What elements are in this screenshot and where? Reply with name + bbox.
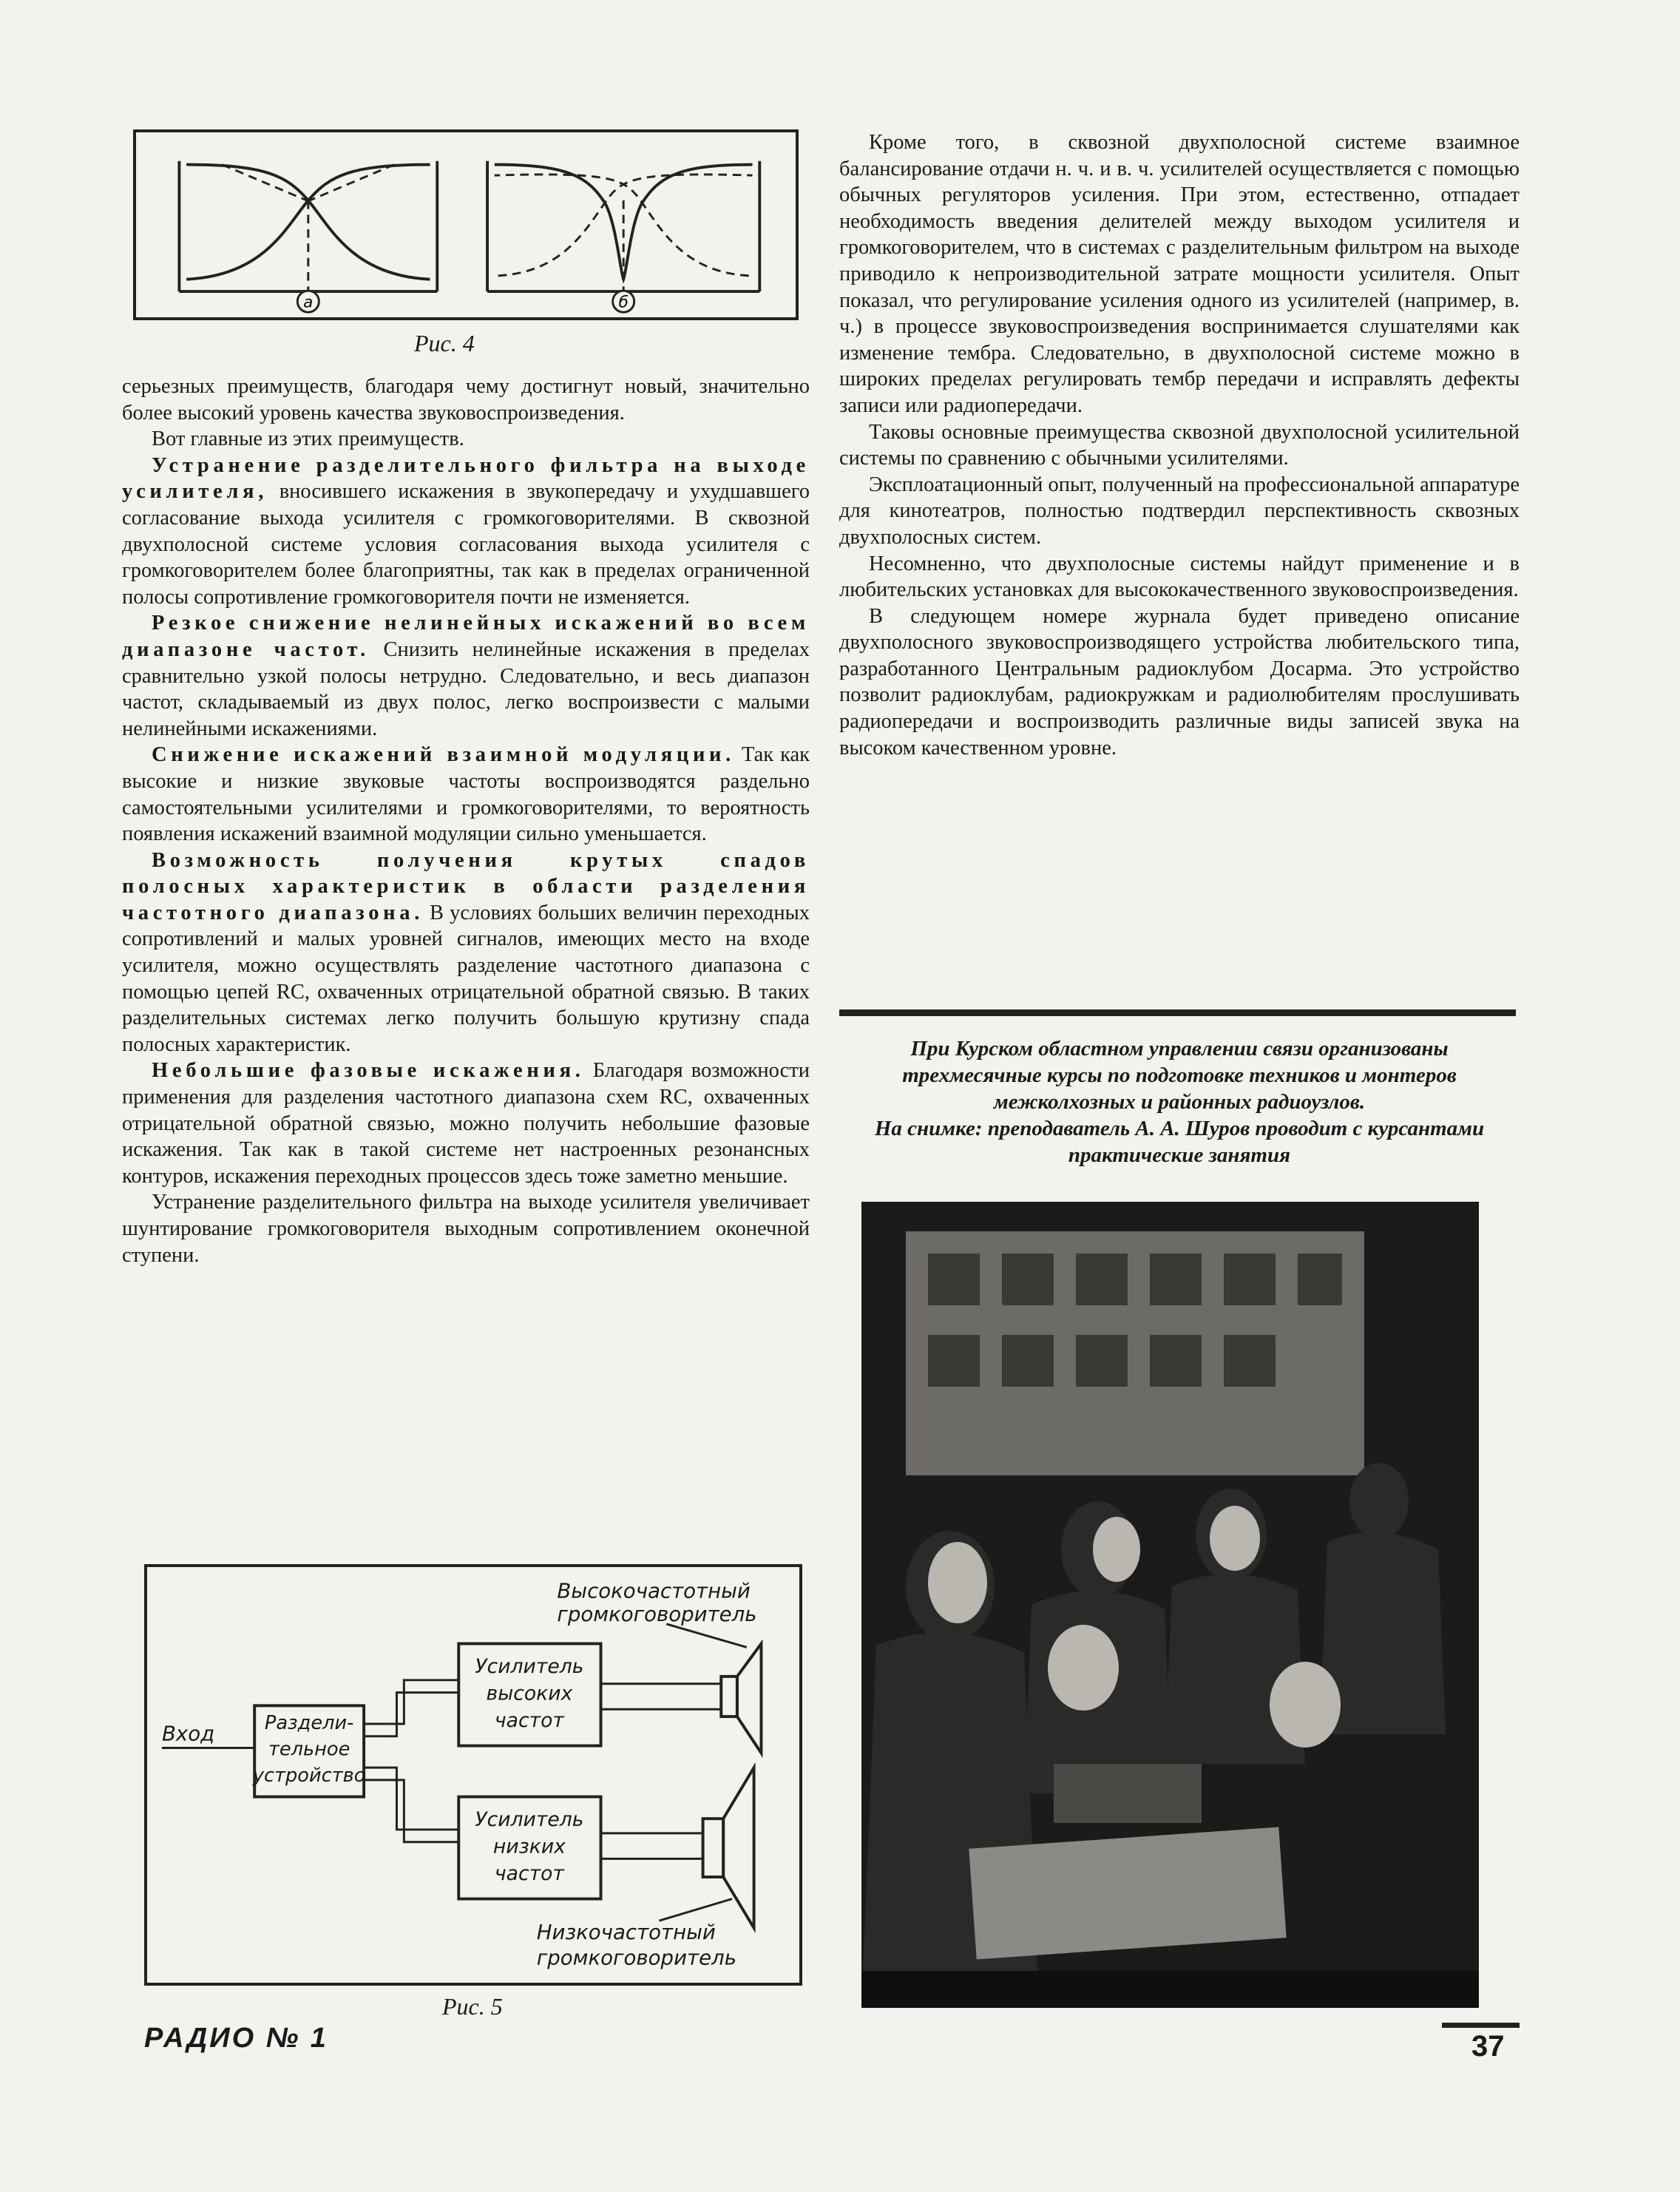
- paragraph: Вот главные из этих преимуществ.: [152, 427, 464, 451]
- paragraph: Небольшие фазовые искажения. Благодаря возможности применения для разделения частотного диапазона схем RC, охваченных отрицательной обратной связью, можно получить небольшие фазовые искажения. Так как в такой системе нет настроенных резонансных контуров, искажения переходных процессов здесь тоже заметно меньшие.: [122, 1059, 810, 1188]
- hf-amplifier-label: Усилитель: [475, 1654, 584, 1678]
- figure-4-caption: Рис. 4: [414, 330, 475, 356]
- label-a: а: [303, 293, 314, 312]
- paragraph: Несомненно, что двухполосные системы найдут применение и в любительских установках для высококачественного звуковоспроизведения.: [839, 552, 1520, 602]
- figure-5-caption: Рис. 5: [442, 1993, 503, 2020]
- figure-5: [144, 1564, 802, 1986]
- figure-4: [133, 129, 799, 320]
- photo-caption-text: При Курском областном управлении связи организованы трехмесячные курсы по подготовке техников и монтеров межколхозных и районных радиоузлов.: [902, 1037, 1457, 1114]
- lf-amplifier-label: частот: [494, 1861, 564, 1885]
- footer-rule: [1442, 2023, 1520, 2028]
- photo-image: [861, 1202, 1479, 2008]
- crossover-curves-diagram: [136, 132, 796, 317]
- photo-caption: [843, 1035, 1516, 1168]
- lf-speaker-label: громкоговоритель: [536, 1945, 736, 1970]
- hf-amplifier-label: высоких: [486, 1682, 573, 1705]
- right-column: [839, 129, 1520, 761]
- paragraph: Эксплоатационный опыт, полученный на профессиональной аппаратуре для кинотеатров, полностью подтвердил перспективность сквозных двухполосных систем.: [839, 473, 1520, 549]
- photo-caption-text: На снимке: преподаватель А. А. Шуров проводит с курсантами практические занятия: [874, 1117, 1485, 1167]
- advantage-heading: Небольшие фазовые искажения.: [152, 1059, 585, 1083]
- lf-speaker-label: Низкочастотный: [536, 1919, 716, 1944]
- page-number: 37: [1471, 2030, 1505, 2063]
- paragraph: Снижение искажений взаимной модуляции. Так как высокие и низкие звуковые частоты воспроизводятся раздельно самостоятельными усилителями и громкоговорителями, то вероятность появления искажений взаимной модуляции сильно уменьшается.: [122, 743, 810, 846]
- advantage-heading: Устранение разделительного фильтра на выходе усилителя,: [122, 453, 810, 504]
- lf-amplifier-label: низких: [492, 1835, 566, 1858]
- advantage-heading: Снижение искажений взаимной модуляции.: [152, 743, 736, 767]
- advantage-heading: Резкое снижение нелинейных искажений во всем диапазоне частот.: [122, 612, 810, 661]
- hf-amplifier-label: частот: [494, 1708, 564, 1732]
- section-divider: [839, 1009, 1516, 1016]
- hf-speaker-icon: [721, 1677, 737, 1716]
- divider-label: тельное: [268, 1738, 350, 1761]
- paragraph: Таковы основные преимущества сквозной двухполосной усилительной системы по сравнению с обычными усилителями.: [839, 420, 1520, 470]
- label-b: б: [618, 293, 629, 312]
- paragraph: Кроме того, в сквозной двухполосной системе взаимное балансирование отдачи н. ч. и в. ч. усилителей осуществляется с помощью обычных регуляторов усиления. При этом, естественно, отпадает необходимость введения делителей между выходом усилителя и громкоговорителем, что в системах с разделительным фильтром на выходе приводило к непроизводительной затрате мощности усилителя. Опыт показал, что регулирование усиления одного из усилителей (например, в. ч.) в процессе звуковоспроизведения воспринимается слушателями как изменение тембра. Следовательно, в двухполосной системе можно в широких пределах регулировать тембр передачи и исправлять дефекты записи или радиопередачи.: [839, 131, 1520, 417]
- hf-speaker-label: громкоговоритель: [557, 1601, 757, 1626]
- left-column: [122, 373, 810, 1268]
- paragraph: В следующем номере журнала будет приведено описание двухполосного звуковоспроизводящего устройства любительского типа, разработанного Центральным радиоклубом Досарма. Это устройство позволит радиоклубам, радиокружкам и радиолюбителям прослушивать радиопередачи и воспроизводить различные виды записей звука на высоком качественном уровне.: [839, 604, 1520, 760]
- paragraph: серьезных преимуществ, благодаря чему достигнут новый, значительно более высокий уровень качества звуковоспроизведения.: [122, 375, 810, 424]
- paragraph: Возможность получения крутых спадов полосных характеристик в области разделения частотного диапазона. В условиях больших величин переходных сопротивлений и малых уровней сигналов, имеющих место на входе усилителя, можно осуществлять разделение частотного диапазона с помощью цепей RC, охваченных отрицательной обратной связью. В таких разделительных системах легко получить большую крутизну спада полосных характеристик.: [122, 848, 810, 1056]
- lf-speaker-icon: [703, 1819, 724, 1877]
- paragraph: Устранение разделительного фильтра на выходе усилителя увеличивает шунтирование громкоговорителя выходным сопротивлением оконечной ступени.: [122, 1191, 810, 1267]
- paragraph: Устранение разделительного фильтра на выходе усилителя, вносившего искажения в звукопередачу и ухудшавшего согласование выхода усилителя с громкоговорителями. В сквозной двухполосной системе условия согласования выхода усилителя с громкоговорителем более благоприятны, так как в пределах ограниченной полосы сопротивление громкоговорителя почти не изменяется.: [122, 453, 810, 609]
- paragraph: Резкое снижение нелинейных искажений во всем диапазоне частот. Снизить нелинейные искажения в пределах сравнительно узкой полосы нетрудно. Следовательно, и весь диапазон частот, складываемый из двух полос, легко воспроизвести с малыми нелинейными искажениями.: [122, 612, 810, 740]
- input-label: Вход: [161, 1721, 215, 1746]
- divider-label: устройство: [252, 1764, 366, 1787]
- block-diagram: [147, 1567, 799, 1983]
- advantage-heading: Возможность получения крутых спадов полосных характеристик в области разделения частотного диапазона.: [122, 848, 810, 924]
- classroom-photo: [861, 1202, 1479, 2008]
- journal-footer: РАДИО № 1: [144, 2023, 328, 2054]
- lf-amplifier-label: Усилитель: [475, 1808, 584, 1832]
- divider-label: Раздели-: [264, 1711, 354, 1734]
- hf-speaker-label: Высокочастотный: [557, 1578, 751, 1603]
